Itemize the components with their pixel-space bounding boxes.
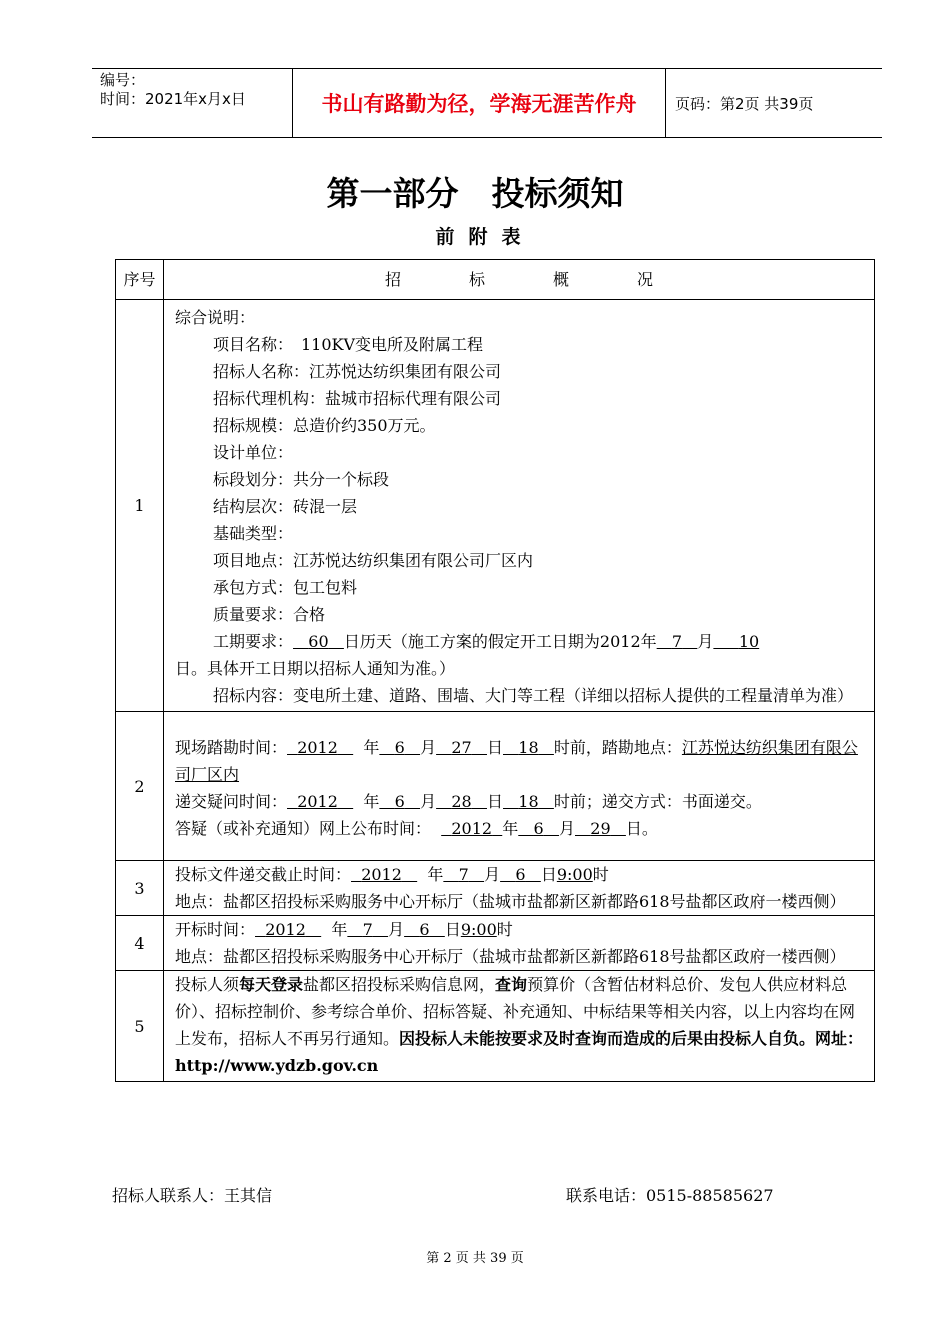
a-year <box>441 819 502 838</box>
visit-year-value: 2012 <box>297 738 338 757</box>
period-days-value: 60 <box>308 632 329 651</box>
table-header-row <box>116 260 875 300</box>
unit-year: 年 <box>427 865 444 884</box>
row1-item: 设计单位： <box>213 443 294 462</box>
a-day <box>575 819 626 838</box>
contact-phone: 联系电话：0515-88585627 <box>566 1186 774 1205</box>
row-content <box>164 712 875 861</box>
opening-label: 开标时间： <box>175 920 256 939</box>
notice-text: 投标人须 <box>175 975 240 994</box>
row1-item: 标段划分：共分一个标段 <box>213 470 390 489</box>
visit-month-value: 6 <box>394 738 405 757</box>
period-mid: 日历天（施工方案的假定开工日期为2012年 <box>343 632 657 651</box>
row-num: 3 <box>116 861 164 916</box>
notice-bold: 每天登录 <box>239 975 304 994</box>
a-after: 日。 <box>625 819 658 838</box>
unit-month: 月 <box>484 865 501 884</box>
opening-year-value: 2012 <box>265 920 306 939</box>
header-motto: 书山有路勤为径，学海无涯苦作舟 <box>292 69 666 137</box>
row1-item: 基础类型： <box>213 524 294 543</box>
unit-day: 日 <box>486 792 503 811</box>
unit-year: 年 <box>502 819 519 838</box>
q-label: 递交疑问时间： <box>175 792 288 811</box>
deadline-day <box>500 865 541 884</box>
visit-after: 时前，踏勘地点： <box>553 738 682 757</box>
page-subtitle: 前附表 <box>435 226 535 248</box>
a-year-value: 2012 <box>451 819 493 838</box>
table-row <box>116 712 875 861</box>
row1-item: 招标规模：总造价约350万元。 <box>213 416 436 435</box>
deadline-time: 9:00 <box>556 865 593 884</box>
q-day-value: 28 <box>451 792 472 811</box>
row1-item: 承包方式：包工包料 <box>213 578 358 597</box>
row1-item: 项目名称： 110KV变电所及附属工程 <box>213 335 484 354</box>
header-page-info: 页码：第2页 共39页 <box>675 95 814 113</box>
page-title: 第一部分 投标须知 <box>326 174 624 213</box>
deadline-year <box>351 865 417 884</box>
deadline-month-value: 7 <box>458 865 469 884</box>
unit-year: 年 <box>363 792 380 811</box>
q-year-value: 2012 <box>297 792 338 811</box>
row1-item: 质量要求：合格 <box>213 605 326 624</box>
visit-hour <box>503 738 554 757</box>
unit-day: 日 <box>486 738 503 757</box>
q-month-value: 6 <box>394 792 405 811</box>
period-month-unit: 月 <box>697 632 714 651</box>
unit-year: 年 <box>363 738 380 757</box>
row4-place: 地点：盐都区招投标采购服务中心开标厅（盐城市盐都新区新都路618号盐都区政府一楼西侧） <box>175 947 846 966</box>
code-label: 编号： <box>100 71 146 89</box>
q-hour-value: 18 <box>518 792 539 811</box>
opening-day-value: 6 <box>419 920 430 939</box>
deadline-day-value: 6 <box>515 865 526 884</box>
row-num: 2 <box>116 712 164 861</box>
row3-deadline <box>175 861 866 888</box>
deadline-year-value: 2012 <box>361 865 402 884</box>
q-hour <box>503 792 554 811</box>
page-number: 第 2 页 共 39 页 <box>426 1251 524 1266</box>
time-label: 时间：2021年x月x日 <box>100 90 246 108</box>
row-num: 5 <box>116 971 164 1082</box>
head-char: 招 <box>384 270 401 289</box>
row1-item: 招标代理机构：盐城市招标代理有限公司 <box>213 389 502 408</box>
header-meta <box>100 71 246 109</box>
deadline-month <box>443 865 484 884</box>
row1-period-line2: 日。具体开工日期以招标人通知为准。） <box>175 659 456 678</box>
row-num: 1 <box>116 300 164 712</box>
visit-year <box>287 738 353 757</box>
table-row <box>116 861 875 916</box>
table-row <box>116 971 875 1082</box>
row1-period <box>175 628 866 655</box>
row-content <box>164 861 875 916</box>
row-content <box>164 971 875 1082</box>
visit-place: 江苏悦达纺织集团有限公司厂区内 <box>175 738 858 784</box>
period-day-value: 10 <box>738 632 760 651</box>
row2-visit <box>175 734 866 788</box>
opening-time: 9:00 <box>460 920 497 939</box>
table-row <box>116 916 875 971</box>
head-char: 况 <box>637 270 654 289</box>
a-month-value: 6 <box>533 819 544 838</box>
a-month <box>518 819 559 838</box>
q-day <box>436 792 487 811</box>
notice-text: 盐都区招投标采购信息网， <box>303 975 496 994</box>
row-content <box>164 916 875 971</box>
visit-hour-value: 18 <box>518 738 539 757</box>
row1-item: 项目地点：江苏悦达纺织集团有限公司厂区内 <box>213 551 534 570</box>
row1-item: 招标人名称：江苏悦达纺织集团有限公司 <box>213 362 502 381</box>
opening-year <box>255 920 321 939</box>
period-days <box>293 632 344 651</box>
visit-month <box>379 738 420 757</box>
visit-day-value: 27 <box>451 738 472 757</box>
head-char: 概 <box>553 270 570 289</box>
deadline-time-unit: 时 <box>592 865 609 884</box>
head-title <box>164 260 875 300</box>
a-label: 答疑（或补充通知）网上公布时间： <box>175 819 432 838</box>
period-month <box>657 632 698 651</box>
row1-item: 结构层次：砖混一层 <box>213 497 358 516</box>
head-num: 序号 <box>116 260 164 300</box>
a-day-value: 29 <box>590 819 611 838</box>
period-day <box>713 632 759 651</box>
bid-info-table <box>115 259 875 1082</box>
row2-question <box>175 788 866 815</box>
unit-month: 月 <box>558 819 575 838</box>
period-label: 工期要求： <box>213 632 294 651</box>
q-after: 时前；递交方式：书面递交。 <box>553 792 762 811</box>
row1-content: 招标内容：变电所土建、道路、围墙、大门等工程（详细以招标人提供的工程量清单为准） <box>213 686 854 705</box>
page-header <box>92 68 882 138</box>
visit-label: 现场踏勘时间： <box>175 738 288 757</box>
row-content <box>164 300 875 712</box>
row-num: 4 <box>116 916 164 971</box>
unit-month: 月 <box>388 920 405 939</box>
unit-month: 月 <box>420 738 437 757</box>
unit-day: 日 <box>444 920 461 939</box>
head-char: 标 <box>468 270 485 289</box>
notice-bold: 查询 <box>495 975 528 994</box>
row1-intro: 综合说明： <box>175 308 256 327</box>
opening-month <box>347 920 388 939</box>
row2-answer <box>175 815 866 842</box>
row3-place: 地点：盐都区招投标采购服务中心开标厅（盐城市盐都新区新都路618号盐都区政府一楼西侧） <box>175 892 846 911</box>
notice-text: 预算价（含暂估材料总价、发包人供应材料总价）、招标控制价、参考综合单价、招标答疑、补充通知、中标结果等相关内容，以上内容均在网上发布，招标人不再另行通知。 <box>175 975 856 1048</box>
unit-year: 年 <box>331 920 348 939</box>
visit-day <box>436 738 487 757</box>
unit-day: 日 <box>540 865 557 884</box>
period-month-value: 7 <box>671 632 683 651</box>
opening-time-unit: 时 <box>496 920 513 939</box>
opening-month-value: 7 <box>362 920 373 939</box>
table-row <box>116 300 875 712</box>
deadline-label: 投标文件递交截止时间： <box>175 865 352 884</box>
row4-opening <box>175 916 866 943</box>
contact-person: 招标人联系人：王其信 <box>112 1186 273 1205</box>
q-year <box>287 792 353 811</box>
unit-month: 月 <box>420 792 437 811</box>
opening-day <box>404 920 445 939</box>
q-month <box>379 792 420 811</box>
notice-bold-website: 因投标人未能按要求及时查询而造成的后果由投标人自负。网址：http://www.ydzb.gov.cn <box>175 1029 864 1075</box>
